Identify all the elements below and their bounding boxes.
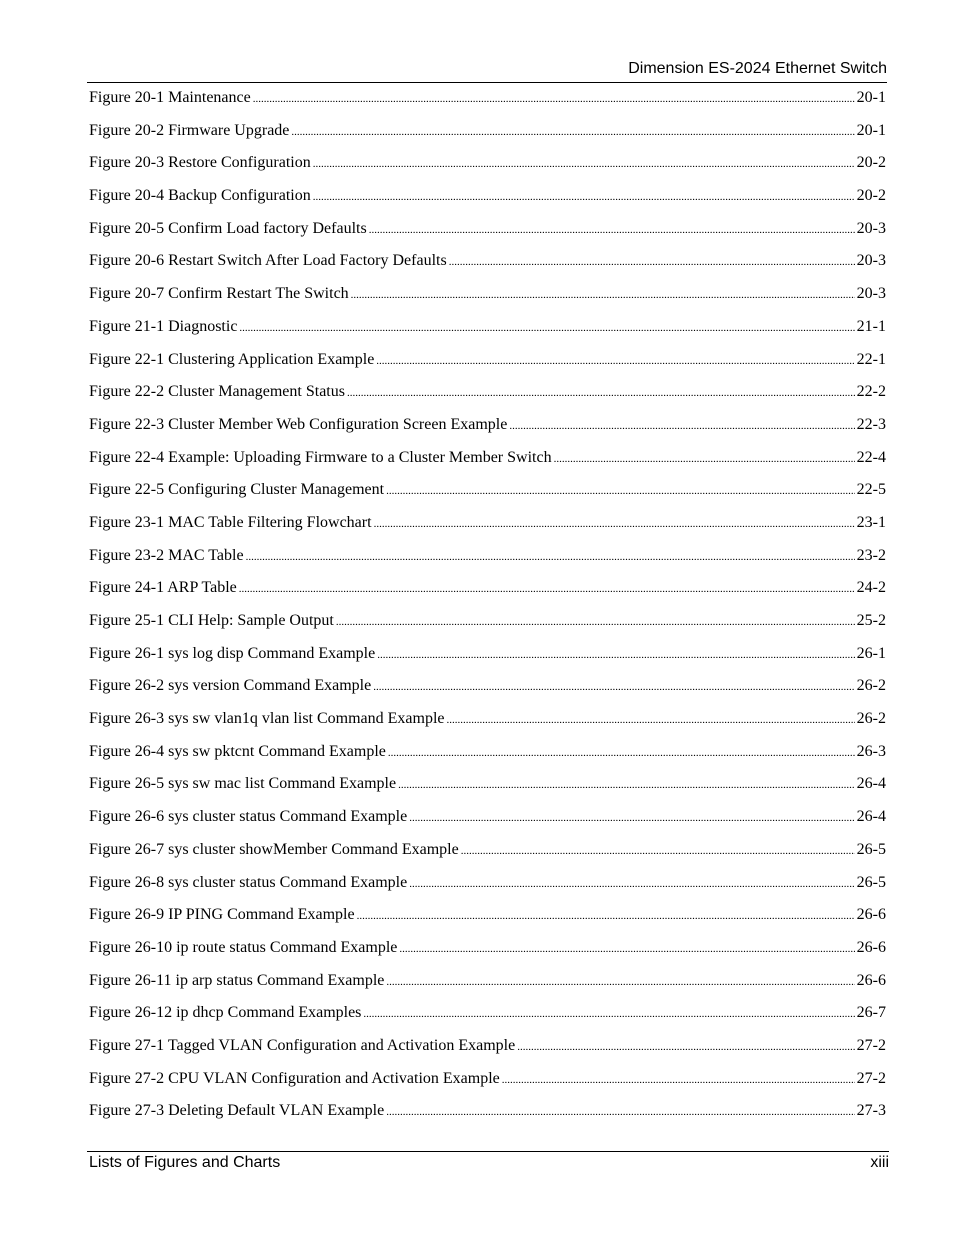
toc-entry-title: Figure 26-1 sys log disp Command Example xyxy=(89,644,376,662)
dot-leader xyxy=(409,812,854,824)
toc-entry-page: 20-1 xyxy=(856,89,886,106)
toc-entry-title: Figure 23-2 MAC Table xyxy=(89,546,244,564)
toc-entry-page: 20-2 xyxy=(856,187,886,205)
toc-entry[interactable] xyxy=(89,351,886,384)
toc-entry-title: Figure 22-5 Configuring Cluster Management xyxy=(89,481,385,499)
toc-entry-page: 27-2 xyxy=(856,1069,886,1087)
dot-leader xyxy=(398,779,855,791)
toc-entry-title: Figure 27-2 CPU VLAN Configuration and Activation Example xyxy=(89,1069,500,1087)
toc-entry[interactable] xyxy=(89,906,886,939)
toc-entry-page: 20-1 xyxy=(856,121,886,139)
toc-entry[interactable] xyxy=(89,547,886,580)
toc-entry-page: 20-3 xyxy=(856,252,886,270)
toc-entry[interactable] xyxy=(89,514,886,547)
toc-entry-title: Figure 26-4 sys sw pktcnt Command Example xyxy=(89,742,386,760)
toc-entry-page: 26-3 xyxy=(856,742,886,760)
toc-entry[interactable] xyxy=(89,841,886,874)
dot-leader xyxy=(449,256,855,268)
toc-entry[interactable] xyxy=(89,972,886,1005)
toc-entry-page: 26-4 xyxy=(856,808,886,826)
toc-entry-title: Figure 26-9 IP PING Command Example xyxy=(89,906,355,924)
footer-section-title: Lists of Figures and Charts xyxy=(89,1154,281,1171)
dot-leader xyxy=(388,747,855,759)
toc-entry[interactable] xyxy=(89,187,886,220)
toc-entry[interactable] xyxy=(89,449,886,482)
toc-entry-page: 24-2 xyxy=(856,579,886,597)
toc-entry[interactable] xyxy=(89,154,886,187)
toc-entry-title: Figure 26-2 sys version Command Example xyxy=(89,677,372,695)
dot-leader xyxy=(253,93,855,105)
dot-leader xyxy=(239,322,854,334)
toc-entry-title: Figure 26-11 ip arp status Command Example xyxy=(89,971,385,989)
dot-leader xyxy=(313,158,855,170)
toc-entry-page: 22-5 xyxy=(856,481,886,499)
toc-entry-title: Figure 22-2 Cluster Management Status xyxy=(89,383,345,401)
toc-entry-page: 27-2 xyxy=(856,1036,886,1054)
dot-leader xyxy=(386,1106,854,1118)
toc-entry[interactable] xyxy=(89,775,886,808)
dot-leader xyxy=(239,583,855,595)
toc-entry-title: Figure 26-10 ip route status Command Example xyxy=(89,938,398,956)
toc-entry-page: 23-1 xyxy=(856,513,886,531)
dot-leader xyxy=(373,681,854,693)
dot-leader xyxy=(461,845,855,857)
toc-entry-page: 22-3 xyxy=(856,415,886,433)
toc-entry-page: 23-2 xyxy=(856,546,886,564)
footer-page-number: xiii xyxy=(870,1154,889,1171)
toc-entry[interactable] xyxy=(89,1102,886,1135)
toc-entry-page: 20-2 xyxy=(856,154,886,172)
toc-entry-page: 26-2 xyxy=(856,710,886,728)
list-of-figures xyxy=(89,89,886,1135)
toc-entry-title: Figure 21-1 Diagnostic xyxy=(89,317,238,335)
page-footer xyxy=(87,1151,889,1171)
dot-leader xyxy=(246,551,855,563)
dot-leader xyxy=(313,191,855,203)
toc-entry-title: Figure 20-4 Backup Configuration xyxy=(89,187,311,205)
toc-entry[interactable] xyxy=(89,1070,886,1103)
toc-entry-page: 20-3 xyxy=(856,219,886,237)
toc-entry-page: 26-6 xyxy=(856,938,886,956)
dot-leader xyxy=(291,126,854,138)
toc-entry-page: 26-6 xyxy=(856,906,886,924)
toc-entry[interactable] xyxy=(89,122,886,155)
dot-leader xyxy=(447,714,855,726)
dot-leader xyxy=(351,289,855,301)
toc-entry-title: Figure 26-3 sys sw vlan1q vlan list Command Example xyxy=(89,710,445,728)
toc-entry[interactable] xyxy=(89,1037,886,1070)
toc-entry[interactable] xyxy=(89,220,886,253)
toc-entry-page: 22-2 xyxy=(856,383,886,401)
toc-entry-page: 22-1 xyxy=(856,350,886,368)
dot-leader xyxy=(386,976,854,988)
dot-leader xyxy=(509,420,854,432)
toc-entry[interactable] xyxy=(89,285,886,318)
toc-entry-title: Figure 20-3 Restore Configuration xyxy=(89,154,311,172)
toc-entry[interactable] xyxy=(89,808,886,841)
toc-entry[interactable] xyxy=(89,939,886,972)
toc-entry[interactable] xyxy=(89,318,886,351)
toc-entry-page: 26-6 xyxy=(856,971,886,989)
dot-leader xyxy=(347,387,855,399)
toc-entry-title: Figure 22-4 Example: Uploading Firmware to a Cluster Member Switch xyxy=(89,448,552,466)
toc-entry[interactable] xyxy=(89,416,886,449)
toc-entry-title: Figure 26-8 sys cluster status Command Example xyxy=(89,873,408,891)
toc-entry-page: 26-1 xyxy=(856,644,886,662)
toc-entry[interactable] xyxy=(89,874,886,907)
toc-entry-page: 26-5 xyxy=(856,840,886,858)
toc-entry-title: Figure 27-3 Deleting Default VLAN Example xyxy=(89,1102,385,1120)
toc-entry-title: Figure 26-5 sys sw mac list Command Example xyxy=(89,775,397,793)
toc-entry[interactable] xyxy=(89,612,886,645)
dot-leader xyxy=(363,1008,854,1020)
document-title: Dimension ES-2024 Ethernet Switch xyxy=(628,60,887,77)
dot-leader xyxy=(502,1074,855,1086)
dot-leader xyxy=(336,616,855,628)
toc-entry-title: Figure 26-12 ip dhcp Command Examples xyxy=(89,1004,362,1022)
toc-entry-title: Figure 22-1 Clustering Application Example xyxy=(89,350,375,368)
toc-entry-page: 26-2 xyxy=(856,677,886,695)
dot-leader xyxy=(554,453,855,465)
toc-entry[interactable] xyxy=(89,383,886,416)
toc-entry-page: 20-3 xyxy=(856,285,886,303)
page-header xyxy=(87,60,887,83)
toc-entry[interactable] xyxy=(89,1004,886,1037)
toc-entry-title: Figure 20-5 Confirm Load factory Defaults xyxy=(89,219,367,237)
toc-entry-title: Figure 20-1 Maintenance xyxy=(89,89,251,106)
toc-entry-title: Figure 20-2 Firmware Upgrade xyxy=(89,121,290,139)
toc-entry[interactable] xyxy=(89,743,886,776)
dot-leader xyxy=(399,943,854,955)
toc-entry[interactable] xyxy=(89,481,886,514)
dot-leader xyxy=(377,649,854,661)
dot-leader xyxy=(369,224,855,236)
dot-leader xyxy=(376,355,854,367)
toc-entry-title: Figure 24-1 ARP Table xyxy=(89,579,237,597)
toc-entry-title: Figure 20-7 Confirm Restart The Switch xyxy=(89,285,349,303)
toc-entry-title: Figure 26-7 sys cluster showMember Command Example xyxy=(89,840,459,858)
dot-leader xyxy=(374,518,855,530)
dot-leader xyxy=(409,878,854,890)
toc-entry-page: 25-2 xyxy=(856,612,886,629)
toc-entry[interactable] xyxy=(89,89,886,122)
toc-entry-page: 21-1 xyxy=(856,317,886,335)
toc-entry[interactable] xyxy=(89,677,886,710)
toc-entry-title: Figure 20-6 Restart Switch After Load Factory Defaults xyxy=(89,252,447,270)
toc-entry-page: 26-4 xyxy=(856,775,886,793)
toc-entry[interactable] xyxy=(89,252,886,285)
toc-entry-title: Figure 23-1 MAC Table Filtering Flowchart xyxy=(89,513,372,531)
toc-entry-title: Figure 26-6 sys cluster status Command Example xyxy=(89,808,408,826)
toc-entry-page: 26-7 xyxy=(856,1004,886,1022)
toc-entry-title: Figure 27-1 Tagged VLAN Configuration and Activation Example xyxy=(89,1036,516,1054)
toc-entry-page: 22-4 xyxy=(856,448,886,466)
toc-entry[interactable] xyxy=(89,710,886,743)
toc-entry[interactable] xyxy=(89,645,886,678)
dot-leader xyxy=(357,910,855,922)
toc-entry[interactable] xyxy=(89,579,886,612)
toc-entry-page: 26-5 xyxy=(856,873,886,891)
dot-leader xyxy=(517,1041,854,1053)
dot-leader xyxy=(386,485,855,497)
toc-entry-title: Figure 25-1 CLI Help: Sample Output xyxy=(89,612,334,629)
toc-entry-title: Figure 22-3 Cluster Member Web Configuration Screen Example xyxy=(89,415,508,433)
toc-entry-page: 27-3 xyxy=(856,1102,886,1120)
